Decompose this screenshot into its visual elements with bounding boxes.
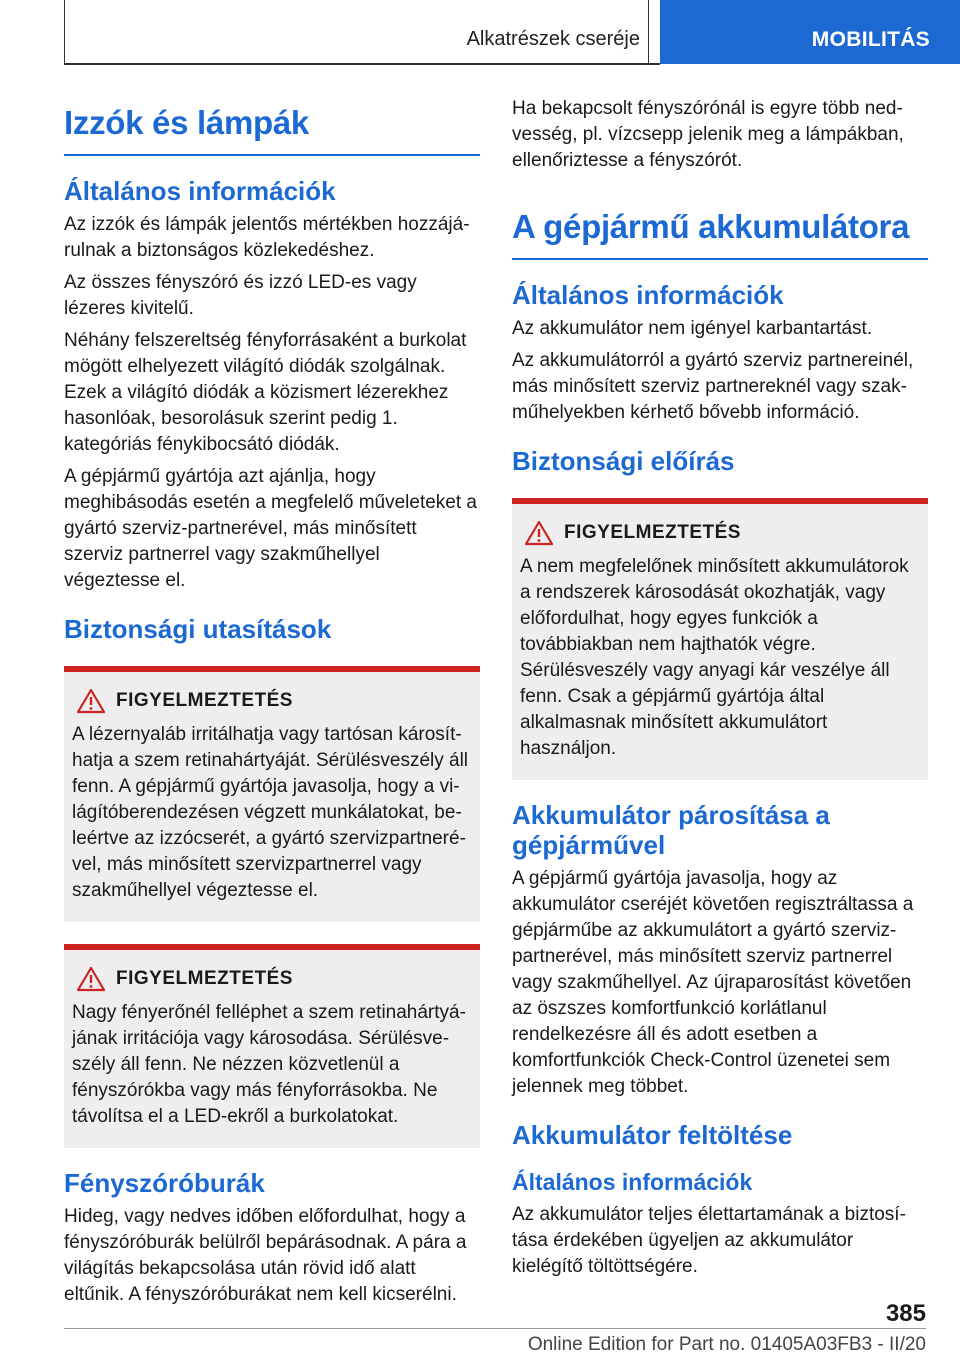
- footer-divider: [64, 1328, 926, 1329]
- subheading-general-info: Általános információk: [512, 1169, 753, 1195]
- warning-box: [64, 944, 480, 1148]
- header-border-mid: [648, 0, 649, 64]
- warning-title: FIGYELMEZTETÉS: [564, 522, 741, 543]
- header-section-title: Alkatrészek cseréje: [466, 28, 640, 50]
- heading-safety-instructions: Biztonsági utasítások: [64, 614, 332, 644]
- header-border-bottom: [64, 63, 660, 65]
- header-tab-mobility[interactable]: [660, 0, 960, 64]
- warning-triangle-icon: [524, 520, 554, 546]
- paragraph: A gépjármű gyártója azt ajánlja, hogy meghibásodás esetén a megfelelő műveleteket a gyártó szerviz-partnerével, más minősített szerviz partnerrel vagy szakműhellyel végeztesse el.: [64, 466, 477, 591]
- paragraph: Néhány felszereltség fényforrásaként a burkolat mögött elhelyezett világító diódák szolgálnak. Ezek a világító diódák a közismert lézerekhez hasonlóak, besorolásuk szerint pedig 1. kategóriás fénykibocsátó diódák.: [64, 330, 467, 455]
- paragraph: Az akkumulátor nem igényel karbantartást.: [512, 318, 873, 339]
- warning-text: A nem megfelelőnek minősített akkumulátorok a rendszerek károsodását okozhatják, vagy előfordulhat, hogy egyes funkciók a továbbiakban nem hajthatók végre. Sérülésveszély vagy anyagi kár veszélye áll fenn. Csak a gépjármű gyártója által alkalmasnak minősített akkumulátort használjon.: [520, 556, 909, 759]
- section-title-battery: A gépjármű akkumulátora: [512, 200, 928, 260]
- heading-battery-pairing: Akkumulátor párosítása a gépjárművel: [512, 800, 830, 860]
- warning-box: [512, 498, 928, 780]
- warning-text: Nagy fényerőnél felléphet a szem retinahártyájának irritációja vagy károsodása. Sérülésveszély áll fenn. Ne nézzen közvetlenül a fényszórókba vagy más fényforrásokba. Ne távolítsa el a LED-ekről a burkolatokat.: [72, 1002, 466, 1127]
- warning-text: A lézernyaláb irritálhatja vagy tartósan károsíthatja a szem retinahártyáját. Sérülésveszély áll fenn. A gépjármű gyártója javasolja, hogy a világítóberendezésen végzett munkálatokat, beleértve az izzócserét, a gyártó szervizpartnerével, más minősített szervizpartnerrel vagy szakműhellyel végeztesse el.: [72, 724, 469, 901]
- paragraph: Az akkumulátor teljes élettartamának a biztosítása érdekében ügyeljen az akkumulátor kielégítő töltöttségére.: [512, 1204, 906, 1277]
- heading-battery-charging: Akkumulátor feltöltése: [512, 1120, 793, 1150]
- warning-title: FIGYELMEZTETÉS: [116, 968, 293, 989]
- paragraph: Az izzók és lámpák jelentős mértékben hozzájárulnak a biztonságos közlekedéshez.: [64, 214, 470, 261]
- paragraph: A gépjármű gyártója javasolja, hogy az akkumulátor cseréjét követően regisztráltassa a gépjárműbe az akkumulátort a gyártó szerviz-partnerével, más minősített szerviz partnerrel vagy szakműhellyel. Az újraparosítást követően az öszszes komfortfunkció korlátlanul rendelkezésre áll és adott esetben a komfortfunkciók Check-Control üzenetei sem jelennek meg többet.: [512, 868, 914, 1097]
- warning-box: [64, 666, 480, 922]
- footer-edition: Online Edition for Part no. 01405A03FB3 - II/20: [527, 1334, 926, 1355]
- heading-general-info: Általános információk: [64, 176, 336, 206]
- paragraph: Ha bekapcsolt fényszórónál is egyre több nedvesség, pl. vízcsepp jelenik meg a lámpákban, ellenőriztesse a fényszórót.: [512, 98, 904, 171]
- heading-general-info: Általános információk: [512, 280, 784, 310]
- right-column: [512, 96, 928, 1286]
- warning-triangle-icon: [76, 688, 106, 714]
- page-number: 385: [885, 1300, 926, 1327]
- paragraph: Az összes fényszóró és izzó LED-es vagy lézeres kivitelű.: [64, 272, 417, 319]
- heading-headlight-lenses: Fényszóróburák: [64, 1168, 265, 1198]
- section-title-lamps: Izzók és lámpák: [64, 96, 480, 156]
- paragraph: Hideg, vagy nedves időben előfordulhat, hogy a fényszóróburák belülről bepárásodnak. A pára a világítás bekapcsolása után rövid idő alatt eltűnik. A fényszóróburákat nem kell kicserélni.: [64, 1206, 467, 1305]
- paragraph: Az akkumulátorról a gyártó szerviz partnereinél, más minősített szerviz partnereknél vagy szakműhelyekben kérhető bővebb információ.: [512, 350, 914, 423]
- header-tab-label: MOBILITÁS: [811, 28, 930, 51]
- warning-triangle-icon: [76, 966, 106, 992]
- header-border-left: [64, 0, 65, 64]
- warning-title: FIGYELMEZTETÉS: [116, 690, 293, 711]
- left-column: [64, 96, 480, 1314]
- heading-safety-rule: Biztonsági előírás: [512, 446, 735, 476]
